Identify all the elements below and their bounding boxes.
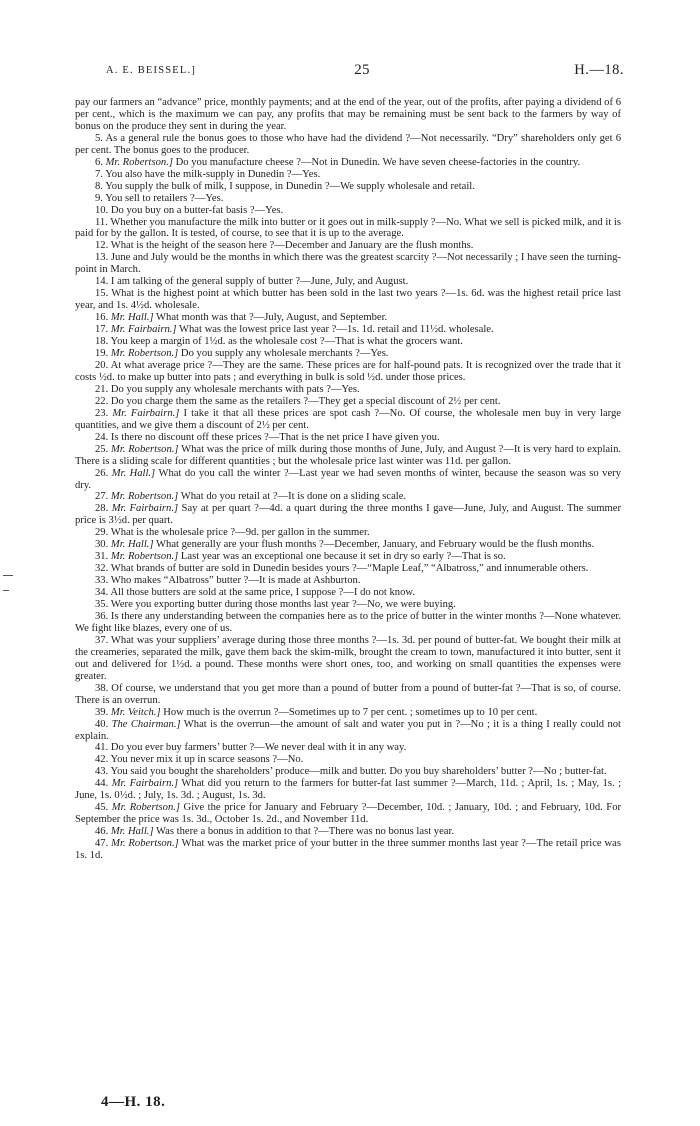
question-lead: 19. <box>95 348 111 360</box>
paragraph-text: What do you call the winter ?—Last year we had seven months of winter, because the season was so very dry. <box>75 467 621 491</box>
continued-paragraph <box>75 97 621 133</box>
question-answer-paragraph <box>75 408 621 432</box>
question-lead: 16. <box>95 312 111 324</box>
question-answer-paragraph <box>75 360 621 384</box>
question-answer-paragraph <box>75 778 621 802</box>
speaker-name: Mr. Robertson.] <box>110 491 179 503</box>
speaker-name: Mr. Robertson.] <box>110 551 179 563</box>
paragraph-text: All those butters are sold at the same price, I suppose ?—I do not know. <box>110 587 416 599</box>
question-lead: 29. <box>95 527 111 539</box>
question-answer-paragraph <box>75 611 621 635</box>
question-answer-paragraph <box>75 539 621 551</box>
testimony-body <box>75 97 621 862</box>
speaker-name: Mr. Fairbairn.] <box>111 778 179 790</box>
paragraph-text: June and July would be the months in which there was the greatest scarcity ?—Not necessarily ; I have seen the turning-point in March. <box>75 252 621 276</box>
page-number: 25 <box>354 62 370 78</box>
margin-mark <box>3 575 13 576</box>
speaker-name: Mr. Robertson.] <box>110 348 179 360</box>
paragraph-text: What is the wholesale price ?—9d. per gallon in the summer. <box>110 527 370 539</box>
question-lead: 26. <box>95 467 112 479</box>
speaker-name: Mr. Fairbairn.] <box>112 407 180 419</box>
question-lead: 47. <box>95 838 112 850</box>
question-lead: 14. <box>95 276 111 288</box>
question-answer-paragraph <box>75 826 621 838</box>
speaker-name: Mr. Robertson.] <box>105 156 173 168</box>
question-answer-paragraph <box>75 181 621 193</box>
question-lead: 39. <box>95 706 111 718</box>
question-answer-paragraph <box>75 587 621 599</box>
question-lead: 27. <box>95 491 111 503</box>
question-lead: 21. <box>95 383 111 395</box>
question-lead: 35. <box>95 599 111 611</box>
question-lead: 18. <box>95 336 111 348</box>
question-answer-paragraph <box>75 169 621 181</box>
paragraph-text: Give the price for January and February ?—December, 10d. ; January, 10d. ; and February, 10d. For September the price was 1s. 3d., October 1s. 2d., and November 11d. <box>75 802 622 826</box>
paragraph-text: You never mix it up in scarce seasons ?—No. <box>110 754 304 766</box>
question-answer-paragraph <box>75 252 621 276</box>
paragraph-text: How much is the overrun ?—Sometimes up to 7 per cent. ; sometimes up to 10 per cent. <box>160 706 538 718</box>
question-answer-paragraph <box>75 396 621 408</box>
question-lead: 33. <box>95 575 111 587</box>
margin-mark <box>3 590 9 591</box>
speaker-name: Mr. Hall.] <box>110 826 154 838</box>
question-lead: 12. <box>95 240 111 252</box>
question-lead: 30. <box>95 539 111 551</box>
question-lead: 46. <box>95 826 111 838</box>
paragraph-text: What was the market price of your butter in the three summer months last year ?—The retail price was 1s. 1d. <box>75 838 621 862</box>
paragraph-text: What did you return to the farmers for butter-fat last summer ?—March, 11d. ; April, 1s. ; May, 1s. ; June, 1s. 0½d. ; July, 1s. 3d. ; August, 1s. 3d. <box>75 778 622 802</box>
paragraph-text: What is the highest point at which butter has been sold in the last two years ?—1s. 6d. was the highest retail price last year, and 1s. 4½d. wholesale. <box>75 288 621 312</box>
paragraph-text: I take it that all these prices are spot cash ?—No. Of course, the wholesale men buy in very large quantities, and we give them a discount of 2½ per cent. <box>75 407 622 431</box>
paragraph-text: Is there no discount off these prices ?—That is the net price I have given you. <box>110 431 440 443</box>
paragraph-text: Do you ever buy farmers’ butter ?—We never deal with it in any way. <box>110 742 407 754</box>
paragraph-text: Is there any understanding between the companies here as to the price of butter in the winter months ?—None whatever. We fight like blazes, every one of us. <box>75 610 621 634</box>
paragraph-text: Of course, we understand that you get more than a pound of butter from a pound of butter-fat ?—That is so, of course. There is an overrun. <box>75 682 621 706</box>
question-lead: 7. <box>95 168 106 180</box>
paragraph-text: Do you buy on a butter-fat basis ?—Yes. <box>110 204 284 216</box>
paragraph-text: Say at per quart ?—4d. a quart during the three months I gave—June, July, and August. The summer price is 3½d. per quart. <box>75 503 621 527</box>
question-answer-paragraph <box>75 384 621 396</box>
question-answer-paragraph <box>75 157 621 169</box>
question-lead: 10. <box>95 204 111 216</box>
question-lead: 24. <box>95 431 111 443</box>
question-lead: 20. <box>95 359 111 371</box>
question-lead: 31. <box>95 551 111 563</box>
paragraph-text: Were you exporting butter during those months last year ?—No, we were buying. <box>110 599 456 611</box>
question-answer-paragraph <box>75 551 621 563</box>
question-lead: 11. <box>95 216 111 228</box>
question-answer-paragraph <box>75 324 621 336</box>
question-lead: 38. <box>95 682 112 694</box>
paragraph-text: You also have the milk-supply in Dunedin ?—Yes. <box>105 168 321 180</box>
question-lead: 43. <box>95 766 111 778</box>
paragraph-text: What generally are your flush months ?—December, January, and February would be the flush months. <box>153 539 595 551</box>
speaker-name: The Chairman.] <box>111 718 181 730</box>
paragraph-text: You said you bought the shareholders’ produce—milk and butter. Do you buy shareholders’ butter ?—No ; butter-fat. <box>110 766 607 778</box>
question-answer-paragraph <box>75 348 621 360</box>
question-answer-paragraph <box>75 503 621 527</box>
question-answer-paragraph <box>75 432 621 444</box>
question-answer-paragraph <box>75 766 621 778</box>
paragraph-text: What is the overrun—the amount of salt and water you put in ?—No ; it is a thing I really could not explain. <box>75 718 622 742</box>
question-lead: 17. <box>95 324 111 336</box>
question-lead: 13. <box>95 252 111 264</box>
paragraph-text: Do you supply any wholesale merchants ?—Yes. <box>178 348 389 360</box>
question-answer-paragraph <box>75 742 621 754</box>
question-answer-paragraph <box>75 133 621 157</box>
question-answer-paragraph <box>75 336 621 348</box>
question-answer-paragraph <box>75 802 621 826</box>
question-answer-paragraph <box>75 205 621 217</box>
question-answer-paragraph <box>75 719 621 743</box>
question-lead: 15. <box>95 288 112 300</box>
question-lead: 42. <box>95 754 111 766</box>
question-lead: 40. <box>95 718 112 730</box>
question-lead: 34. <box>95 587 111 599</box>
speaker-name: Mr. Veitch.] <box>110 706 161 718</box>
speaker-name: Mr. Hall.] <box>110 312 154 324</box>
question-lead: 44. <box>95 778 112 790</box>
paragraph-text: What is the height of the season here ?—December and January are the flush months. <box>110 240 474 252</box>
question-lead: 41. <box>95 742 111 754</box>
signature-mark: 4—H. 18. <box>101 1094 166 1110</box>
witness-name: A. E. BEISSEL.] <box>106 65 197 76</box>
speaker-name: Mr. Robertson.] <box>111 443 179 455</box>
speaker-name: Mr. Fairbairn.] <box>110 324 177 336</box>
question-answer-paragraph <box>75 288 621 312</box>
paragraph-text: I am talking of the general supply of butter ?—June, July, and August. <box>110 276 409 288</box>
question-lead: 22. <box>95 395 111 407</box>
question-lead: 45. <box>95 802 112 814</box>
paragraph-text: At what average price ?—They are the same. These prices are for half-pound pats. It is recognized over the trade that it costs ½d. to make up butter into pats ; and everything in bulk is sold ½d. under those prices. <box>75 359 621 383</box>
paragraph-text: You supply the bulk of milk, I suppose, in Dunedin ?—We supply wholesale and retail. <box>105 180 475 192</box>
question-answer-paragraph <box>75 527 621 539</box>
question-lead: 37. <box>95 634 111 646</box>
question-lead: 8. <box>95 180 106 192</box>
speaker-name: Mr. Hall.] <box>110 539 154 551</box>
paragraph-text: What was your suppliers’ average during those three months ?—1s. 3d. per pound of butter-fat. We bought their milk at the creameries, separated the milk, gave them back the skim-milk, brought the cream to town, manufactured it into butter, sent it out and delivered for 1½d. a pound. These months were short ones, too, and working on small quantities the expenses were greater. <box>75 634 622 682</box>
question-lead: 6. <box>95 156 106 168</box>
question-answer-paragraph <box>75 217 621 241</box>
paragraph-text: Who makes “Albatross” butter ?—It is made at Ashburton. <box>110 575 361 587</box>
question-answer-paragraph <box>75 635 621 683</box>
question-answer-paragraph <box>75 575 621 587</box>
question-answer-paragraph <box>75 193 621 205</box>
question-lead: 25. <box>95 443 112 455</box>
paragraph-text: Do you charge them the same as the retailers ?—They get a special discount of 2½ per cent. <box>110 395 501 407</box>
document-reference: H.—18. <box>574 62 624 78</box>
question-lead: 32. <box>95 563 111 575</box>
paragraph-text: You sell to retailers ?—Yes. <box>105 192 224 204</box>
paragraph-text: What month was that ?—July, August, and September. <box>153 312 388 324</box>
speaker-name: Mr. Robertson.] <box>111 838 179 850</box>
question-answer-paragraph <box>75 444 621 468</box>
speaker-name: Mr. Hall.] <box>111 467 156 479</box>
question-answer-paragraph <box>75 707 621 719</box>
page-header <box>96 62 628 80</box>
paragraph-text: You keep a margin of 1½d. as the wholesale cost ?—That is what the grocers want. <box>110 336 463 348</box>
question-lead: 5. As a general rule the bonus goes to those who have had the dividend ?— <box>95 132 421 144</box>
question-answer-paragraph <box>75 599 621 611</box>
question-lead: 36. <box>95 610 111 622</box>
question-answer-paragraph <box>75 468 621 492</box>
question-answer-paragraph <box>75 754 621 766</box>
paragraph-text: Was there a bonus in addition to that ?—There was no bonus last year. <box>153 826 455 838</box>
question-answer-paragraph <box>75 312 621 324</box>
question-answer-paragraph <box>75 240 621 252</box>
question-answer-paragraph <box>75 683 621 707</box>
paragraph-text: Not necessarily. “Dry” shareholders only get 6 per cent. The bonus goes to the producer. <box>75 132 622 156</box>
speaker-name: Mr. Fairbairn.] <box>111 503 179 515</box>
speaker-name: Mr. Robertson.] <box>111 802 181 814</box>
paragraph-text: What do you retail at ?—It is done on a sliding scale. <box>178 491 407 503</box>
question-lead: 28. <box>95 503 112 515</box>
paragraph-text: Do you supply any wholesale merchants with pats ?—Yes. <box>110 383 360 395</box>
question-lead: 9. <box>95 192 106 204</box>
paragraph-text: What was the lowest price last year ?—1s. 1d. retail and 11½d. wholesale. <box>176 324 494 336</box>
question-answer-paragraph <box>75 838 621 862</box>
paragraph-text: Do you manufacture cheese ?—Not in Dunedin. We have seven cheese-factories in the country. <box>172 156 581 168</box>
question-answer-paragraph <box>75 563 621 575</box>
paragraph-text: What brands of butter are sold in Dunedin besides yours ?—“Maple Leaf,” “Albatross,” and innumerable others. <box>110 563 589 575</box>
paragraph-text: What was the price of milk during those months of June, July, and August ?—It is very hard to explain. There is a sliding scale for different quantities ; but the wholesale price last winter was 11d. per gallon. <box>75 443 622 467</box>
question-answer-paragraph <box>75 276 621 288</box>
paragraph-text: pay our farmers an “advance” price, monthly payments; and at the end of the year, out of the profits, after paying a dividend of 6 per cent., which is the maximum we can pay, any profits that may be remaining must be sent back to the farmers by way of bonus on the produce they sent in during the year. <box>75 97 621 132</box>
paragraph-text: Whether you manufacture the milk into butter or it goes out in milk-supply ?—No. What we sell is picked milk, and it is paid for by the gallon. It is tested, of course, to see that it is up to the average. <box>75 216 621 240</box>
question-lead: 23. <box>95 407 113 419</box>
question-answer-paragraph <box>75 491 621 503</box>
paragraph-text: Last year was an exceptional one because it set in dry so early ?—That is so. <box>178 551 506 563</box>
